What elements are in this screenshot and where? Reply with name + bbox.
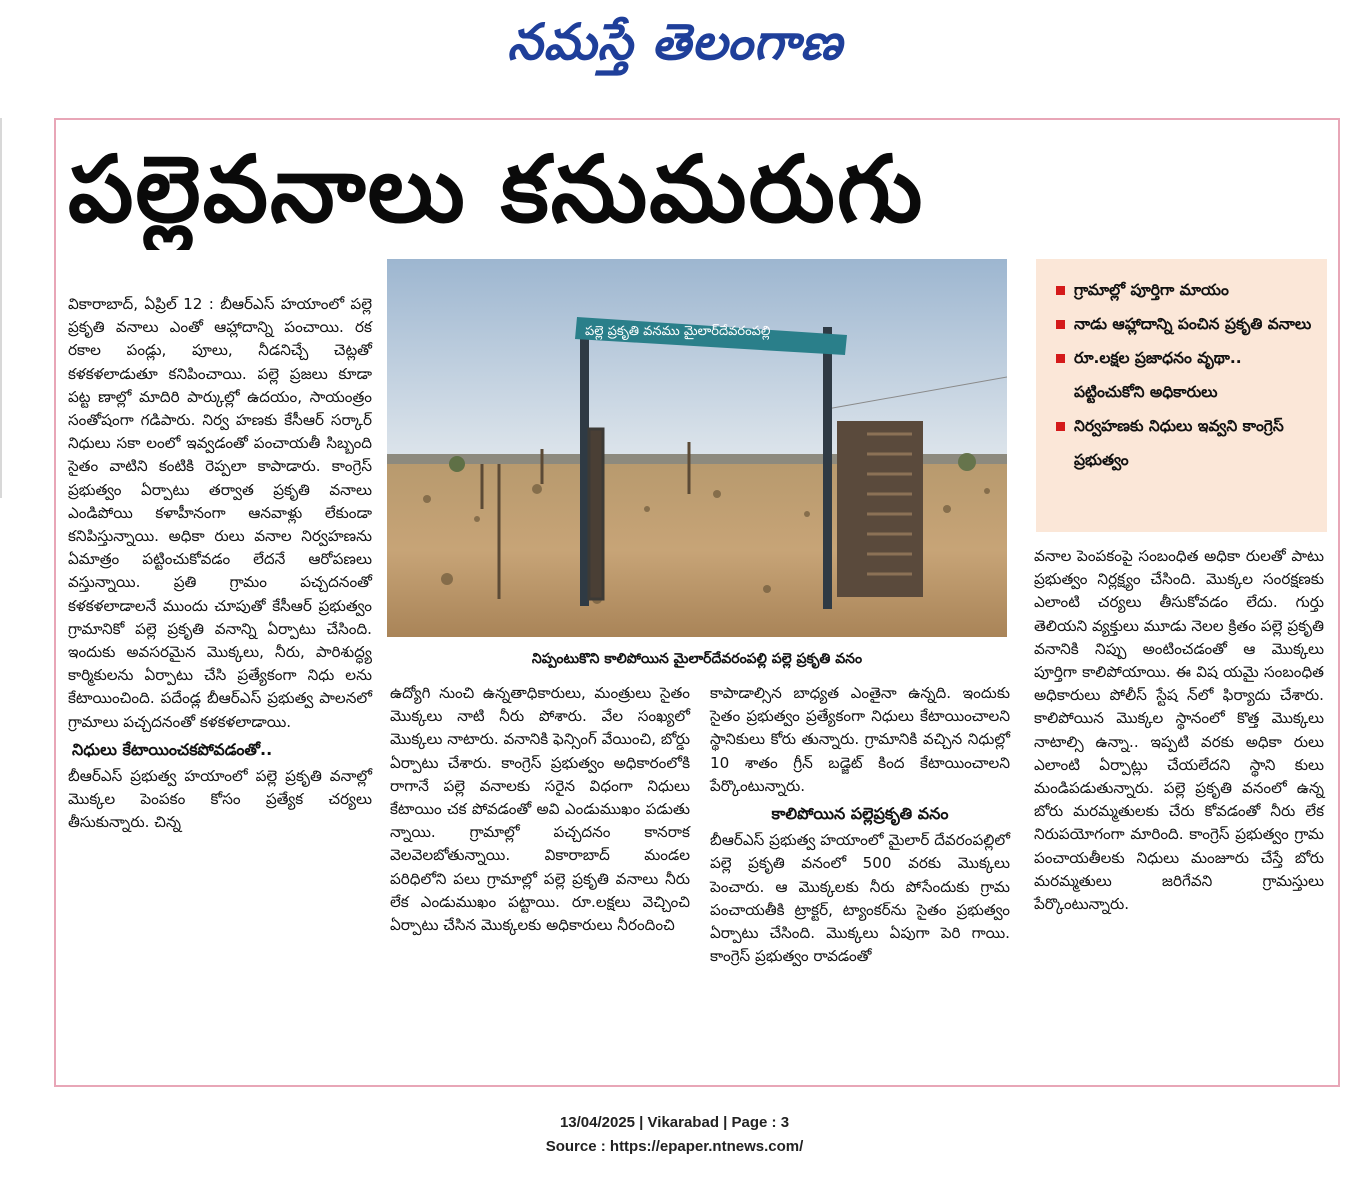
- article-paragraph: బీఆర్‌ఎస్ ప్రభుత్వ హయాంలో మైలార్ దేవరంపల్లిలో పల్లె ప్రకృతి వనంలో 500 వరకు మొక్కలు పెంచారు. ఆ మొక్కలకు నీరు పోసేందుకు గ్రామ పంచాయతీకి ట్రాక్టర్, ట్యాంకర్‌ను సైతం ప్రభుత్వం ఏర్పాటు చేసింది. మొక్కలు ఏపుగా పెరి గాయి. కాంగ్రెస్ ప్రభుత్వం రావడంతో: [710, 831, 1010, 966]
- article-column-1: [68, 293, 372, 835]
- red-square-bullet-icon: [1056, 422, 1065, 431]
- page-edge: [0, 118, 2, 498]
- gate-sign-text: పల్లె ప్రకృతి వనము మైలార్‌దేవరంపల్లి: [585, 324, 771, 339]
- article-paragraph: బీఆర్‌ఎస్ ప్రభుత్వ హయాంలో పల్లె ప్రకృతి వనాల్లో మొక్కల పెంపకం కోసం ప్రత్యేక చర్యలు తీసుకున్నారు. చిన్న: [68, 767, 372, 832]
- newspaper-masthead: నమస్తే తెలంగాణ: [507, 13, 843, 71]
- edition-info: 13/04/2025 | Vikarabad | Page : 3: [559, 1114, 790, 1131]
- red-square-bullet-icon: [1056, 320, 1065, 329]
- article-photo: [387, 259, 1007, 637]
- red-square-bullet-icon: [1056, 286, 1065, 295]
- forest-gate-illustration: [387, 259, 1007, 637]
- article-subheading: కాలిపోయిన పల్లెప్రకృతి వనం: [771, 804, 949, 824]
- photo-caption: నిప్పంటుకొని కాలిపోయిన మైలార్‌దేవరంపల్లి పల్లె ప్రకృతి వనం: [531, 651, 863, 667]
- highlight-item: [1056, 307, 1317, 341]
- highlight-text: నాడు ఆహ్లాదాన్ని పంచిన ప్రకృతి వనాలు: [1074, 315, 1312, 333]
- article-paragraph: వికారాబాద్, ఏప్రిల్ 12 : బీఆర్‌ఎస్ హయాంలో పల్లె ప్రకృతి వనాలు ఎంతో ఆహ్లాదాన్ని పంచాయి. రక రకాల పండ్లు, పూలు, నీడనిచ్చే చెట్లతో కళకళలాడుతూ కనిపించాయి. పల్లె ప్రజలు కూడా పట్ట ణాల్లో మాదిరి పార్కుల్లో ఉదయం, సాయంత్రం సంతోషంగా గడిపారు. నిర్వ హణకు కేసీఆర్ సర్కార్ నిధులు సకా లంలో ఇవ్వడంతో పంచాయతీ సిబ్బంది సైతం వాటిని కంటికి రెప్పలా కాపాడారు. కాంగ్రెస్ ప్రభుత్వం ఏర్పాటు తర్వాత ప్రకృతి వనాలు ఎండిపోయి కళాహీనంగా ఆనవాళ్లు లేకుండా కనిపిస్తున్నాయి. అధికా రులు వనాల నిర్వహణను ఏమాత్రం పట్టించుకోవడం లేదనే ఆరోపణలు వస్తున్నాయి. ప్రతి గ్రామం పచ్చదనంతో కళకళలాడాలనే ముందు చూపుతో కేసీఆర్ ప్రభుత్వం గ్రామానికో పల్లె ప్రకృతి వనాన్ని ఏర్పాటు చేసింది. ఇందుకు అవసరమైన మొక్కలు, నీరు, పారిశుద్ధ్య కార్మికులను ఏర్పాటు చేసి ప్రత్యేకంగా నిధు లను కేటాయించింది. పదేండ్ల బీఆర్‌ఎస్ ప్రభుత్వ పాలనలో గ్రామాలు పచ్చదనంతో కళకళలాడాయి.: [68, 295, 372, 731]
- article-paragraph: కాపాడాల్సిన బాధ్యత ఎంతైనా ఉన్నది. ఇందుకు సైతం ప్రభుత్వం ప్రత్యేకంగా నిధులు కేటాయించాలని స్థానికులు కోరు తున్నారు. గ్రామానికి వచ్చిన నిధుల్లో 10 శాతం గ్రీన్ బడ్జెట్ కింద కేటాయించాలని పేర్కొంటున్నారు.: [710, 684, 1010, 795]
- article-headline: పల్లెవనాలు కనుమరుగు: [68, 136, 925, 243]
- highlight-item: [1056, 273, 1317, 307]
- highlight-text: రూ.లక్షల ప్రజాధనం వృథా.. పట్టించుకోని అధికారులు: [1074, 349, 1242, 401]
- article-column-2: [390, 682, 690, 937]
- highlight-text: గ్రామాల్లో పూర్తిగా మాయం: [1074, 281, 1229, 299]
- article-subheading: నిధులు కేటాయించకపోవడంతో..: [72, 739, 273, 759]
- highlights-box: [1036, 259, 1327, 532]
- article-column-4: [1034, 545, 1324, 916]
- highlight-item: [1056, 409, 1317, 477]
- article-column-3: [710, 682, 1010, 968]
- highlight-text: నిర్వహణకు నిధులు ఇవ్వని కాంగ్రెస్ ప్రభుత్వం: [1074, 417, 1284, 469]
- red-square-bullet-icon: [1056, 354, 1065, 363]
- article-paragraph: వనాల పెంపకంపై సంబంధిత అధికా రులతో పాటు ప్రభుత్వం నిర్లక్ష్యం చేసింది. మొక్కల సంరక్షణకు ఎలాంటి చర్యలు తీసుకోవడం లేదు. గుర్తు తెలియని వ్యక్తులు మూడు నెలల క్రితం పల్లె ప్రకృతి వనానికి నిప్పు అంటించడంతో ఆ మొక్కలు పూర్తిగా కాలిపోయాయి. ఈ విష యమై సంబంధిత అధికారులు పోలీస్ స్టేష న్‌లో ఫిర్యాదు చేశారు. కాలిపోయిన మొక్కల స్థానంలో కొత్త మొక్కలు నాటాల్సి ఉన్నా.. ఇప్పటి వరకు అధికా రులు ఎలాంటి ఏర్పాట్లు చేయలేదని స్థాని కులు మండిపడుతున్నారు. పల్లె ప్రకృతి వనంలో ఉన్న బోరు మరమ్మతులకు చేరు కోవడంతో నీరు లేక నిరుపయోగంగా మారింది. కాంగ్రెస్ ప్రభుత్వం గ్రామ పంచాయతీలకు నిధులు మంజూరు చేస్తే బోరు మరమ్మతులు జరిగేవని గ్రామస్తులు పేర్కొంటున్నారు.: [1034, 547, 1324, 914]
- highlight-item: [1056, 341, 1317, 409]
- source-link[interactable]: Source : https://epaper.ntnews.com/: [545, 1138, 804, 1155]
- article-paragraph: ఉద్యోగి నుంచి ఉన్నతాధికారులు, మంత్రులు సైతం మొక్కలు నాటి నీరు పోశారు. వేల సంఖ్యలో మొక్కలు నాటారు. వనానికి ఫెన్సింగ్ వేయించి, బోర్డు ఏర్పాటు చేశారు. కాంగ్రెస్ ప్రభుత్వం అధికారంలోకి రాగానే పల్లె వనాలకు సరైన విధంగా నిధులు కేటాయిం చక పోవడంతో అవి ఎండుముఖం పడుతు న్నాయి. గ్రామాల్లో పచ్చదనం కానరాక వెలవెలబోతున్నాయి. వికారాబాద్ మండల పరిధిలోని పలు గ్రామాల్లో పల్లె ప్రకృతి వనాలు నీరు లేక ఎండుముఖం పట్టాయి. రూ.లక్షలు వెచ్చించి ఏర్పాటు చేసిన మొక్కలకు అధికారులు నీరందించి: [390, 684, 691, 935]
